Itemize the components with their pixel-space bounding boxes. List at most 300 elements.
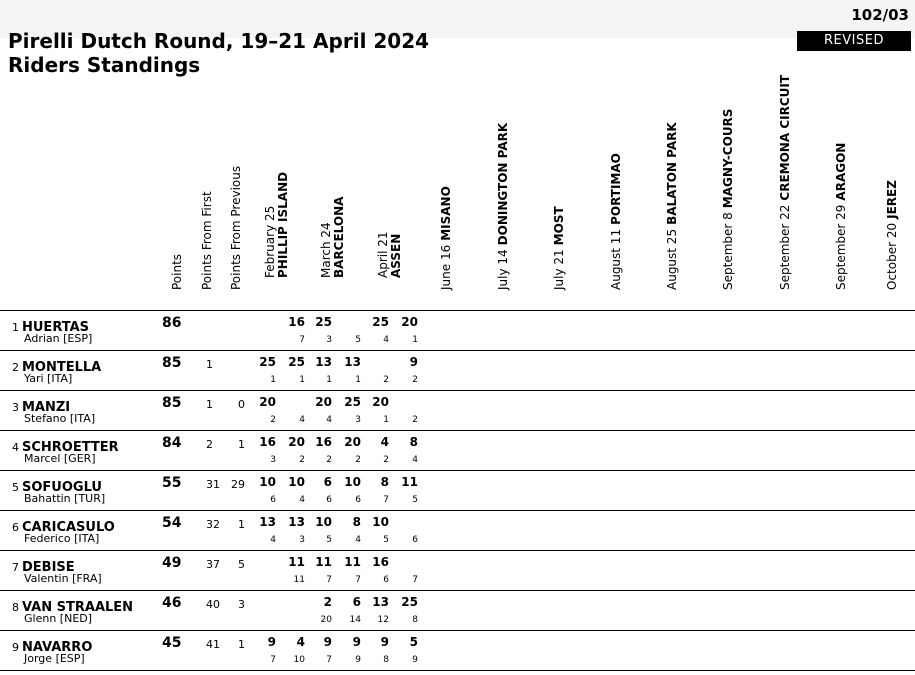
from-previous-cell	[222, 391, 249, 431]
round-result-cell	[756, 551, 813, 591]
round-header-label	[778, 75, 792, 290]
table-row	[0, 431, 915, 471]
from-first-cell	[192, 351, 222, 391]
round-result-cell	[756, 471, 813, 511]
race1-points: 10	[259, 475, 276, 489]
race1-points: 20	[315, 395, 332, 409]
points-from-previous: 1	[238, 518, 245, 531]
race1-points: 16	[259, 435, 276, 449]
round-result-cell	[700, 631, 756, 671]
round-result-cell	[418, 551, 474, 591]
race2-position: 7	[299, 335, 305, 345]
round-date: August 11	[608, 228, 623, 290]
round-result-cell	[418, 471, 474, 511]
round-result-cell	[587, 431, 644, 471]
round-result-cell	[249, 591, 305, 631]
rider-cell	[0, 431, 162, 471]
round-result-cell	[474, 591, 531, 631]
round-result-cell	[418, 311, 474, 351]
round-result-cell	[756, 511, 813, 551]
race1-position: 4	[270, 535, 276, 545]
rider-surname: MANZI	[22, 400, 71, 415]
race1-position: 20	[320, 615, 332, 625]
rider-points: 85	[162, 355, 182, 371]
round-result-cell	[474, 351, 531, 391]
race1-position: 7	[326, 655, 332, 665]
table-row	[0, 471, 915, 511]
round-header-1	[249, 118, 305, 311]
round-result-cell	[700, 591, 756, 631]
round-header-label	[609, 153, 623, 290]
points-from-first: 31	[206, 478, 220, 491]
rider-cell	[0, 471, 162, 511]
race1-position: 1	[383, 415, 389, 425]
rider-nationality: [ESP]	[55, 652, 85, 665]
race2-position: 8	[412, 615, 418, 625]
document-number: 102/03	[851, 6, 909, 24]
round-result-cell	[587, 631, 644, 671]
points-from-first: 2	[206, 438, 213, 451]
round-header-5	[474, 118, 531, 311]
race2-position: 2	[299, 455, 305, 465]
round-date: July 21	[552, 249, 566, 290]
points-cell	[162, 351, 192, 391]
points-from-previous: 5	[238, 558, 245, 571]
round-result-cell	[418, 431, 474, 471]
round-header-4	[418, 118, 474, 311]
points-from-previous: 29	[231, 478, 245, 491]
round-result-cell	[531, 391, 587, 431]
rider-points: 86	[162, 315, 182, 331]
from-previous-cell	[222, 511, 249, 551]
race1-points: 20	[372, 395, 389, 409]
round-result-cell	[587, 511, 644, 551]
round-result-cell	[361, 471, 418, 511]
rider-firstname: Stefano	[24, 412, 67, 425]
round-result-cell	[249, 631, 305, 671]
round-header-11	[813, 118, 869, 311]
rider-points: 54	[162, 515, 182, 531]
round-header-label	[834, 143, 848, 290]
rider-position: 8	[12, 601, 19, 614]
race2-points: 13	[288, 515, 305, 529]
round-result-cell	[418, 631, 474, 671]
round-date: April 21	[375, 231, 390, 278]
points-from-previous: 0	[238, 398, 245, 411]
rider-points: 84	[162, 435, 182, 451]
race1-position: 4	[383, 335, 389, 345]
race2-points: 11	[401, 475, 418, 489]
round-result-cell	[305, 391, 361, 431]
round-result-cell	[418, 391, 474, 431]
from-previous-header-label: Points From Previous	[228, 165, 243, 290]
round-date: August 25	[665, 228, 679, 290]
round-result-cell	[361, 391, 418, 431]
rider-firstname: Glenn	[24, 612, 57, 625]
round-header-12	[869, 118, 915, 311]
round-result-cell	[361, 591, 418, 631]
round-header-9	[700, 108, 756, 311]
round-result-cell	[644, 511, 700, 551]
from-first-header-label: Points From First	[200, 191, 214, 290]
round-result-cell	[813, 431, 869, 471]
points-cell	[162, 591, 192, 631]
points-from-first: 40	[206, 598, 220, 611]
round-date: October 20	[885, 222, 899, 290]
round-result-cell	[644, 311, 700, 351]
round-result-cell	[361, 511, 418, 551]
rider-position: 5	[12, 481, 19, 494]
round-result-cell	[531, 511, 587, 551]
from-previous-cell	[222, 471, 249, 511]
race1-position: 2	[270, 415, 276, 425]
race1-points: 25	[315, 315, 332, 329]
race2-points: 13	[344, 355, 361, 369]
round-track: BARCELONA	[332, 196, 346, 278]
round-result-cell	[644, 591, 700, 631]
rider-nationality: [ITA]	[69, 412, 96, 425]
round-result-cell	[756, 351, 813, 391]
race1-points: 9	[267, 635, 276, 649]
from-first-cell	[192, 631, 222, 671]
race2-position: 3	[299, 535, 305, 545]
points-from-first: 1	[206, 398, 213, 411]
from-first-cell	[192, 311, 222, 351]
race1-position: 3	[270, 455, 276, 465]
round-date: June 16	[439, 244, 453, 290]
rider-points: 49	[162, 555, 182, 571]
race2-points: 8	[409, 435, 418, 449]
round-result-cell	[756, 631, 813, 671]
race2-points: 11	[288, 555, 305, 569]
rider-surname: VAN STRAALEN	[22, 600, 134, 615]
race1-position: 2	[326, 455, 332, 465]
race2-position: 5	[412, 495, 418, 505]
round-track: ASSEN	[388, 233, 403, 278]
round-track: DONINGTON PARK	[495, 122, 510, 246]
round-result-cell	[869, 391, 915, 431]
points-from-previous: 1	[238, 638, 245, 651]
round-result-cell	[531, 551, 587, 591]
race2-position: 1	[299, 375, 305, 385]
rider-position: 6	[12, 521, 19, 534]
race1-position: 5	[326, 535, 332, 545]
round-result-cell	[418, 351, 474, 391]
round-result-cell	[869, 431, 915, 471]
round-track: MAGNY-COURS	[721, 108, 735, 209]
round-result-cell	[587, 351, 644, 391]
points-cell	[162, 631, 192, 671]
race1-position: 6	[270, 495, 276, 505]
round-result-cell	[813, 351, 869, 391]
round-header-label	[264, 172, 290, 278]
from-previous-cell	[222, 551, 249, 591]
race1-position: 2	[383, 375, 389, 385]
race2-points: 11	[344, 555, 361, 569]
race1-points: 8	[380, 475, 389, 489]
points-header-label: Points	[170, 253, 184, 290]
round-date: September 22	[777, 204, 792, 290]
race1-points: 25	[372, 315, 389, 329]
race1-points: 16	[315, 435, 332, 449]
race2-position: 14	[349, 615, 361, 625]
race2-points: 9	[409, 355, 418, 369]
round-result-cell	[700, 431, 756, 471]
table-row	[0, 351, 915, 391]
round-result-cell	[474, 311, 531, 351]
revised-badge: REVISED	[797, 31, 911, 51]
rider-surname: NAVARRO	[22, 640, 93, 655]
race2-points: 20	[288, 435, 305, 449]
round-result-cell	[474, 391, 531, 431]
rider-points: 85	[162, 395, 182, 411]
round-result-cell	[249, 311, 305, 351]
round-result-cell	[531, 351, 587, 391]
round-result-cell	[249, 471, 305, 511]
race2-position: 11	[293, 575, 305, 585]
race1-position: 1	[270, 375, 276, 385]
race2-position: 5	[355, 335, 361, 345]
round-result-cell	[418, 591, 474, 631]
round-result-cell	[474, 551, 531, 591]
points-from-first: 37	[206, 558, 220, 571]
race2-position: 1	[412, 335, 418, 345]
rider-firstname: Federico	[24, 532, 71, 545]
rider-firstname: Adrian	[24, 332, 60, 345]
round-header-label	[496, 123, 510, 290]
rider-firstname: Bahattin	[24, 492, 71, 505]
rider-position: 1	[12, 321, 19, 334]
rider-position: 4	[12, 441, 19, 454]
round-result-cell	[249, 511, 305, 551]
race2-position: 2	[355, 455, 361, 465]
round-result-cell	[305, 431, 361, 471]
rider-surname: DEBISE	[22, 560, 75, 575]
race2-points: 25	[401, 595, 418, 609]
race2-position: 6	[412, 535, 418, 545]
round-result-cell	[813, 631, 869, 671]
rider-nationality: [FRA]	[72, 572, 102, 585]
race2-points: 9	[352, 635, 361, 649]
round-result-cell	[644, 631, 700, 671]
race1-points: 10	[372, 515, 389, 529]
round-result-cell	[305, 551, 361, 591]
points-from-first: 1	[206, 358, 213, 371]
round-result-cell	[813, 591, 869, 631]
race2-position: 7	[355, 575, 361, 585]
round-header-2	[305, 118, 361, 311]
rider-nationality: [TUR]	[74, 492, 106, 505]
standings-table	[0, 74, 915, 671]
points-cell	[162, 391, 192, 431]
round-date: March 24	[319, 222, 333, 278]
table-row	[0, 511, 915, 551]
points-cell	[162, 311, 192, 351]
round-header-6	[531, 118, 587, 311]
round-header-3	[361, 118, 418, 311]
race2-points: 25	[288, 355, 305, 369]
points-cell	[162, 471, 192, 511]
rider-nationality: [ESP]	[63, 332, 93, 345]
race2-points: 10	[344, 475, 361, 489]
race1-position: 5	[383, 535, 389, 545]
rider-cell	[0, 391, 162, 431]
round-result-cell	[474, 511, 531, 551]
round-result-cell	[869, 631, 915, 671]
from-first-cell	[192, 591, 222, 631]
round-result-cell	[474, 431, 531, 471]
rider-nationality: [ITA]	[74, 532, 100, 545]
rider-surname: HUERTAS	[22, 320, 90, 335]
round-header-label	[885, 180, 899, 290]
race2-position: 1	[355, 375, 361, 385]
points-from-previous: 3	[238, 598, 245, 611]
round-result-cell	[361, 631, 418, 671]
round-result-cell	[474, 631, 531, 671]
rider-surname: SOFUOGLU	[22, 480, 102, 495]
round-result-cell	[587, 471, 644, 511]
round-result-cell	[813, 311, 869, 351]
round-track: CREMONA CIRCUIT	[777, 74, 792, 201]
rider-nationality: [GER]	[63, 452, 96, 465]
round-result-cell	[869, 311, 915, 351]
round-header-8	[644, 118, 700, 311]
table-row	[0, 391, 915, 431]
round-result-cell	[700, 311, 756, 351]
round-result-cell	[531, 311, 587, 351]
round-result-cell	[644, 431, 700, 471]
from-first-cell	[192, 391, 222, 431]
round-track: JEREZ	[885, 180, 899, 219]
rider-surname: MONTELLA	[22, 360, 102, 375]
race1-position: 4	[326, 415, 332, 425]
rider-firstname: Yari	[24, 372, 44, 385]
round-result-cell	[813, 511, 869, 551]
round-result-cell	[531, 471, 587, 511]
from-previous-cell	[222, 431, 249, 471]
rider-cell	[0, 351, 162, 391]
race1-points: 11	[315, 555, 332, 569]
round-header-label	[552, 206, 566, 290]
from-previous-cell	[222, 351, 249, 391]
rider-position: 7	[12, 561, 19, 574]
round-result-cell	[644, 391, 700, 431]
round-header-label	[439, 186, 453, 290]
rider-firstname: Marcel	[24, 452, 61, 465]
race1-position: 3	[326, 335, 332, 345]
round-track: BALATON PARK	[665, 122, 679, 225]
round-result-cell	[587, 591, 644, 631]
rider-surname: CARICASULO	[22, 520, 115, 535]
round-result-cell	[249, 391, 305, 431]
round-result-cell	[531, 631, 587, 671]
round-result-cell	[361, 311, 418, 351]
points-from-previous: 1	[238, 438, 245, 451]
round-track: ARAGON	[834, 142, 848, 201]
rider-cell	[0, 591, 162, 631]
round-result-cell	[700, 471, 756, 511]
race1-position: 8	[383, 655, 389, 665]
from-first-cell	[192, 511, 222, 551]
race1-points: 9	[323, 635, 332, 649]
round-header-label	[665, 122, 679, 290]
round-result-cell	[644, 471, 700, 511]
race1-points: 9	[380, 635, 389, 649]
round-result-cell	[587, 551, 644, 591]
rider-firstname: Valentin	[24, 572, 69, 585]
table-row	[0, 631, 915, 671]
race1-points: 13	[259, 515, 276, 529]
race1-position: 7	[383, 495, 389, 505]
page-title: Pirelli Dutch Round, 19–21 April 2024	[8, 29, 430, 53]
rider-cell	[0, 511, 162, 551]
round-result-cell	[700, 351, 756, 391]
rider-cell	[0, 311, 162, 351]
round-date: February 25	[263, 205, 277, 278]
round-result-cell	[700, 511, 756, 551]
race1-points: 10	[315, 515, 332, 529]
round-header-10	[756, 74, 813, 311]
header-row	[0, 118, 915, 311]
points-cell	[162, 551, 192, 591]
race1-points: 2	[323, 595, 332, 609]
rider-firstname: Jorge	[24, 652, 53, 665]
from-previous-column-header	[222, 118, 249, 311]
round-result-cell	[249, 431, 305, 471]
table-row	[0, 551, 915, 591]
round-result-cell	[305, 351, 361, 391]
rider-points: 46	[162, 595, 182, 611]
race1-position: 1	[326, 375, 332, 385]
round-result-cell	[305, 631, 361, 671]
race2-position: 4	[299, 495, 305, 505]
race2-points: 6	[352, 595, 361, 609]
round-date: September 8	[721, 212, 735, 290]
round-result-cell	[700, 391, 756, 431]
round-result-cell	[587, 391, 644, 431]
round-result-cell	[756, 591, 813, 631]
race1-points: 16	[372, 555, 389, 569]
rider-position: 9	[12, 641, 19, 654]
points-from-first: 32	[206, 518, 220, 531]
points-cell	[162, 511, 192, 551]
race2-points: 8	[352, 515, 361, 529]
race1-points: 20	[259, 395, 276, 409]
race2-points: 20	[344, 435, 361, 449]
page-subtitle: Riders Standings	[8, 53, 201, 77]
from-previous-cell	[222, 631, 249, 671]
round-result-cell	[869, 551, 915, 591]
rider-cell	[0, 631, 162, 671]
table-row	[0, 311, 915, 351]
rider-position: 2	[12, 361, 19, 374]
round-result-cell	[587, 311, 644, 351]
points-column-header	[162, 118, 192, 311]
round-result-cell	[756, 311, 813, 351]
round-date: September 29	[834, 204, 848, 290]
race1-position: 12	[377, 615, 389, 625]
race1-points: 13	[315, 355, 332, 369]
from-previous-cell	[222, 311, 249, 351]
round-result-cell	[531, 591, 587, 631]
round-track: PORTIMAO	[608, 153, 623, 225]
race2-position: 4	[355, 535, 361, 545]
round-result-cell	[249, 551, 305, 591]
points-cell	[162, 431, 192, 471]
round-result-cell	[869, 351, 915, 391]
round-track: MISANO	[439, 186, 453, 241]
round-date: July 14	[495, 249, 510, 290]
